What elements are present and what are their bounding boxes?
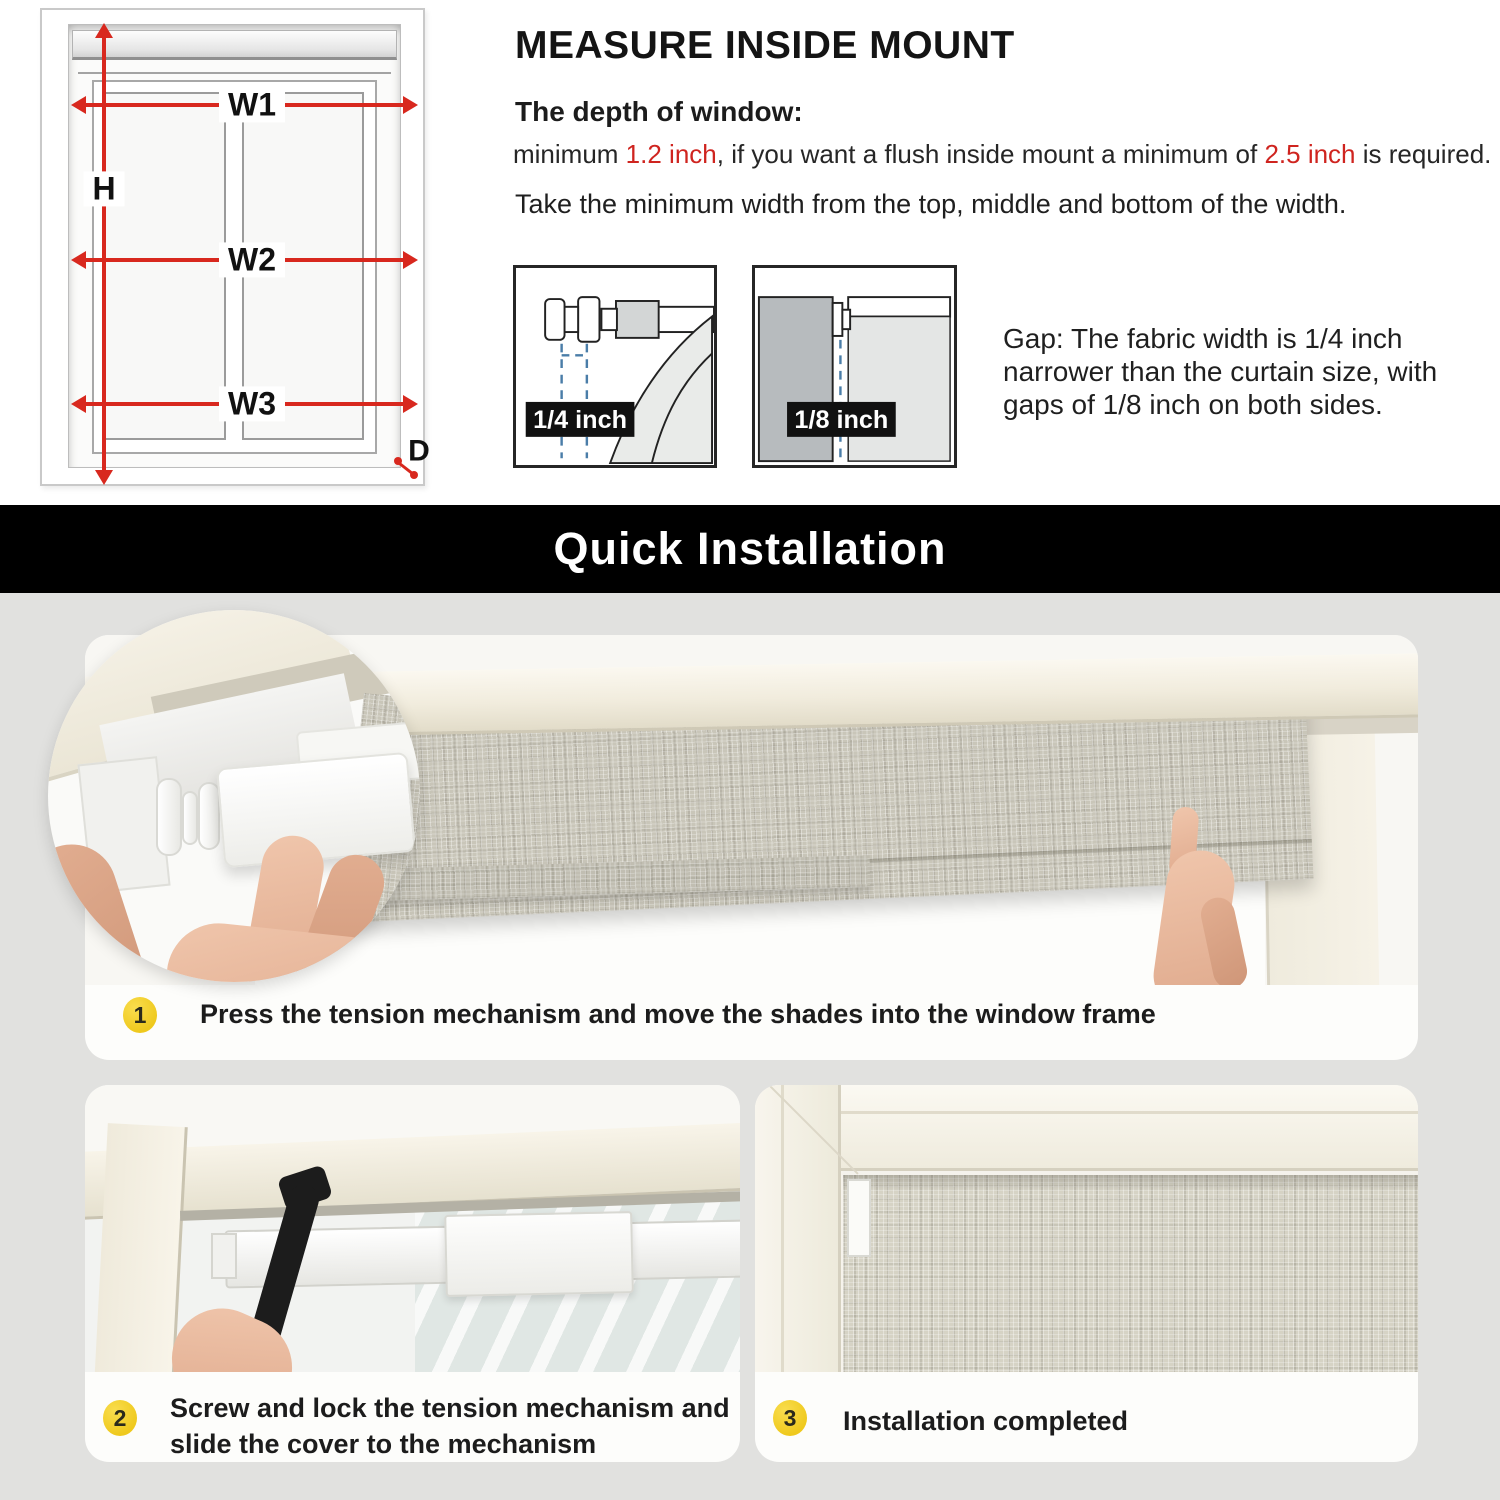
- diagram-pane-left: [104, 92, 226, 440]
- eighth-inch-label: 1/8 inch: [794, 406, 889, 435]
- step3-photo: [755, 1085, 1418, 1372]
- step2-text: [170, 1390, 740, 1462]
- step3-badge: 3: [773, 1400, 807, 1436]
- quarter-diagram-art: [516, 268, 714, 465]
- quarter-inch-label: 1/4 inch: [533, 406, 628, 435]
- window-measure-diagram: [40, 8, 430, 486]
- depth-p3: is required.: [1355, 139, 1492, 169]
- depth-p2: , if you want a flush inside mount a minimum of: [716, 139, 1265, 169]
- frame-left-molding: [94, 1123, 187, 1372]
- frame-left-step-line: [781, 1085, 784, 1372]
- depth-sentence: [513, 139, 1491, 170]
- depth-dot-bottom: [410, 471, 418, 479]
- frame-top: [755, 1085, 1418, 1171]
- diagram-valance-bar: [72, 30, 397, 60]
- installed-shade-fabric: [843, 1175, 1418, 1372]
- spring-disc-1: [156, 778, 182, 856]
- depth-flush-value: 2.5 inch: [1264, 139, 1356, 169]
- step3-card: [755, 1085, 1418, 1462]
- track-end-cap: [211, 1233, 237, 1279]
- label-w2: W2: [219, 242, 285, 277]
- step3-text: Installation completed: [843, 1406, 1129, 1436]
- label-w1: W1: [219, 87, 285, 122]
- step2-badge: 2: [103, 1400, 137, 1436]
- depth-dot-top: [394, 457, 402, 465]
- frame-top-step-line: [755, 1111, 1418, 1114]
- inset-diagram-eighth: [752, 265, 957, 468]
- diagram-top-line: [78, 72, 391, 74]
- label-d: D: [408, 434, 430, 468]
- depth-p1: minimum: [513, 139, 626, 169]
- gap-note: Gap: The fabric width is 1/4 inch narrower than the curtain size, with gaps of 1/8 inch on both sides.: [1003, 323, 1438, 420]
- label-w3: W3: [219, 386, 285, 421]
- banner-title: Quick Installation: [553, 523, 947, 574]
- inset-diagram-quarter: [513, 265, 717, 468]
- step1-badge: 1: [123, 997, 157, 1033]
- eighth-diagram-art: [755, 268, 954, 465]
- frame-left: [755, 1085, 841, 1372]
- label-h: H: [83, 171, 124, 206]
- depth-heading: The depth of window:: [515, 96, 803, 127]
- step2-photo: [85, 1085, 740, 1372]
- spring-disc-2: [182, 791, 198, 845]
- width-note: Take the minimum width from the top, middle and bottom of the width.: [515, 189, 1347, 219]
- installed-bracket: [847, 1179, 871, 1257]
- tension-mechanism-zoom-circle: [48, 610, 420, 982]
- fabric-top-shadow: [843, 1175, 1418, 1191]
- spring-disc-3: [198, 782, 220, 850]
- depth-min-value: 1.2 inch: [625, 139, 717, 169]
- step1-text: Press the tension mechanism and move the shades into the window frame: [200, 999, 1156, 1029]
- step2-text-line1: Screw and lock the tension mechanism and: [170, 1393, 730, 1423]
- measure-section-title: MEASURE INSIDE MOUNT: [515, 24, 1015, 67]
- quick-install-banner: [0, 505, 1500, 593]
- step2-card: [85, 1085, 740, 1462]
- height-arrow: [102, 36, 106, 472]
- step2-text-line2: slide the cover to the mechanism: [170, 1429, 597, 1459]
- track-cover-clip: [444, 1211, 634, 1297]
